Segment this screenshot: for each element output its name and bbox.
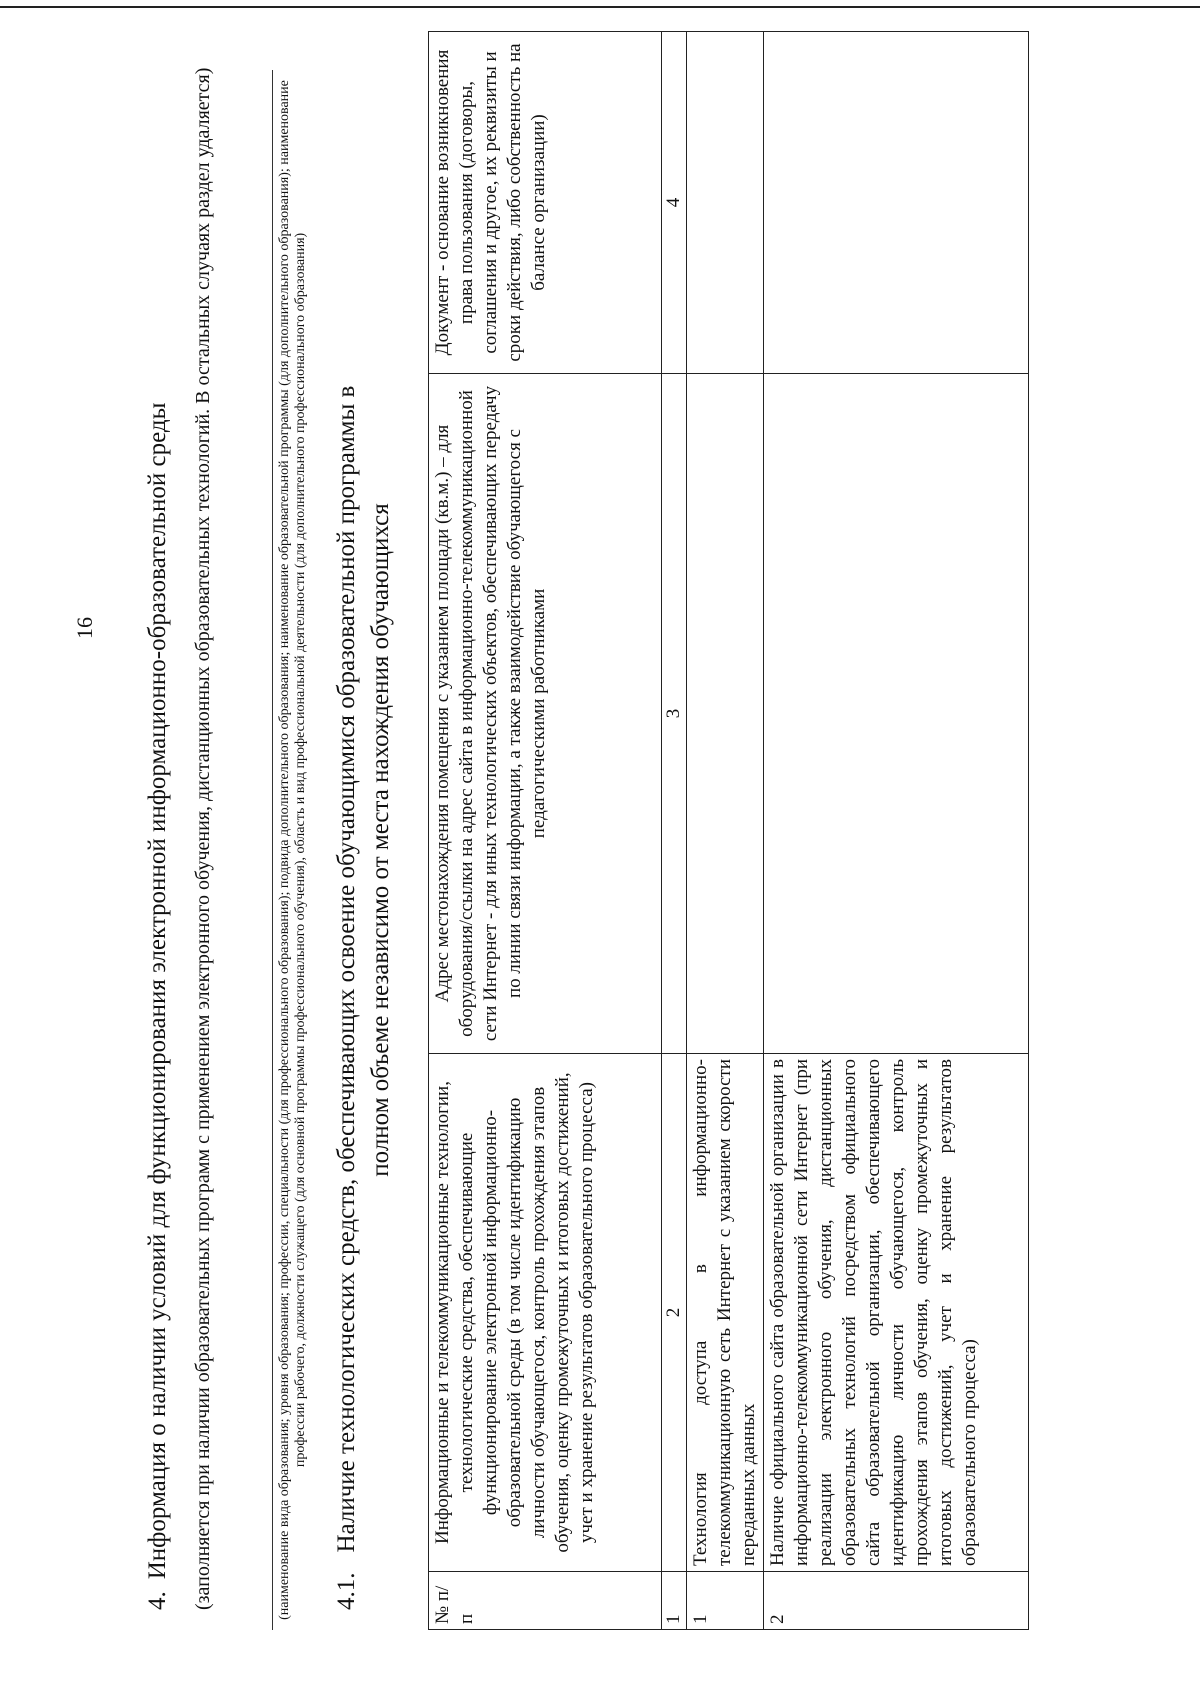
- fill-in-caption: (наименование вида образования; уровня образования; профессии, специальности (для профессионального образования); подвида дополнительного образования; наименование образовательной программы (для дополнительного образования); наименование профессии рабочего, должности служащего (для основной программы профессионального обучения), область и вид профессиональной деятельности (для дополнительного профессионального образования): [277, 80, 308, 1620]
- header-cell-technologies: Информационные и телекоммуникационные технологии, технологические средства, обеспечивающие функционирование электронной информационно-образовательной среды (в том числе идентификацию личности обучающегося, контроль прохождения этапов обучения, оценку промежуточных и итоговых достижений, учет и хранение результатов образовательного процесса): [429, 1054, 662, 1572]
- column-number-cell: 3: [662, 374, 687, 1054]
- column-number-cell: 2: [662, 1054, 687, 1572]
- subsection-number: 4.1.: [333, 1572, 360, 1610]
- table-header-row: [429, 32, 662, 1630]
- fill-in-line: [272, 70, 273, 1630]
- row-description-cell: Технология доступа в информационно-телекоммуникационную сеть Интернет с указанием скорости переданных данных: [687, 1054, 764, 1572]
- row-number-cell: 1: [687, 1572, 764, 1630]
- column-number-cell: 4: [662, 32, 687, 374]
- column-number-cell: 1: [662, 1572, 687, 1630]
- page-number: 16: [72, 617, 97, 639]
- row-description-cell: Наличие официального сайта образовательной организации в информационно-телекоммуникационной сети Интернет (при реализации электронного обучения, дистанционных образовательных технологий посредством официального сайта образовательной организации, обеспечивающего идентификацию личности обучающегося, контроль прохождения этапов обучения, оценку промежуточных и итоговых достижений, учет и хранение результатов образовательного процесса): [764, 1054, 1029, 1572]
- row-number-cell: 2: [764, 1572, 1029, 1630]
- technology-table: [428, 31, 1029, 1630]
- section-number: 4.: [144, 1591, 171, 1610]
- rotated-sheet: [130, 30, 1200, 1630]
- page-number-container: [62, 28, 108, 1228]
- top-border-line: [0, 6, 1200, 8]
- section-note: (заполняется при наличии образовательных программ с применением электронного обучения, дистанционных образовательных технологий. В остальных случаях раздел удаляется): [192, 67, 214, 1610]
- table-row: [687, 32, 764, 1630]
- header-cell-number: № п/п: [429, 1572, 662, 1630]
- header-cell-address: Адрес местонахождения помещения с указанием площади (кв.м.) – для оборудования/ссылки на адрес сайта в информационно-телекоммуникационной сети Интернет - для иных технологических объектов, обеспечивающих передачу по линии связи информации, а также взаимодействие обучающегося с педагогическими работниками: [429, 374, 662, 1054]
- table-row: [764, 32, 1029, 1630]
- subsection-title-line2: полном объеме независимо от места нахождения обучающихся: [367, 503, 394, 1177]
- header-cell-document: Документ - основание возникновения права пользования (договоры, соглашения и другое, их реквизиты и сроки действия, либо собственность на балансе организации): [429, 32, 662, 374]
- row-address-cell: [764, 374, 1029, 1054]
- row-document-cell: [764, 32, 1029, 374]
- section-heading: [144, 50, 172, 1610]
- section-title: Информация о наличии условий для функционирования электронной информационно-образовательной среды: [144, 402, 171, 1580]
- subsection-heading: [330, 70, 398, 1610]
- row-address-cell: [687, 374, 764, 1054]
- row-document-cell: [687, 32, 764, 374]
- subsection-title-line1: Наличие технологических средств, обеспечивающих освоение обучающимися образовательной программы в: [333, 385, 360, 1553]
- table-column-numbers-row: [662, 32, 687, 1630]
